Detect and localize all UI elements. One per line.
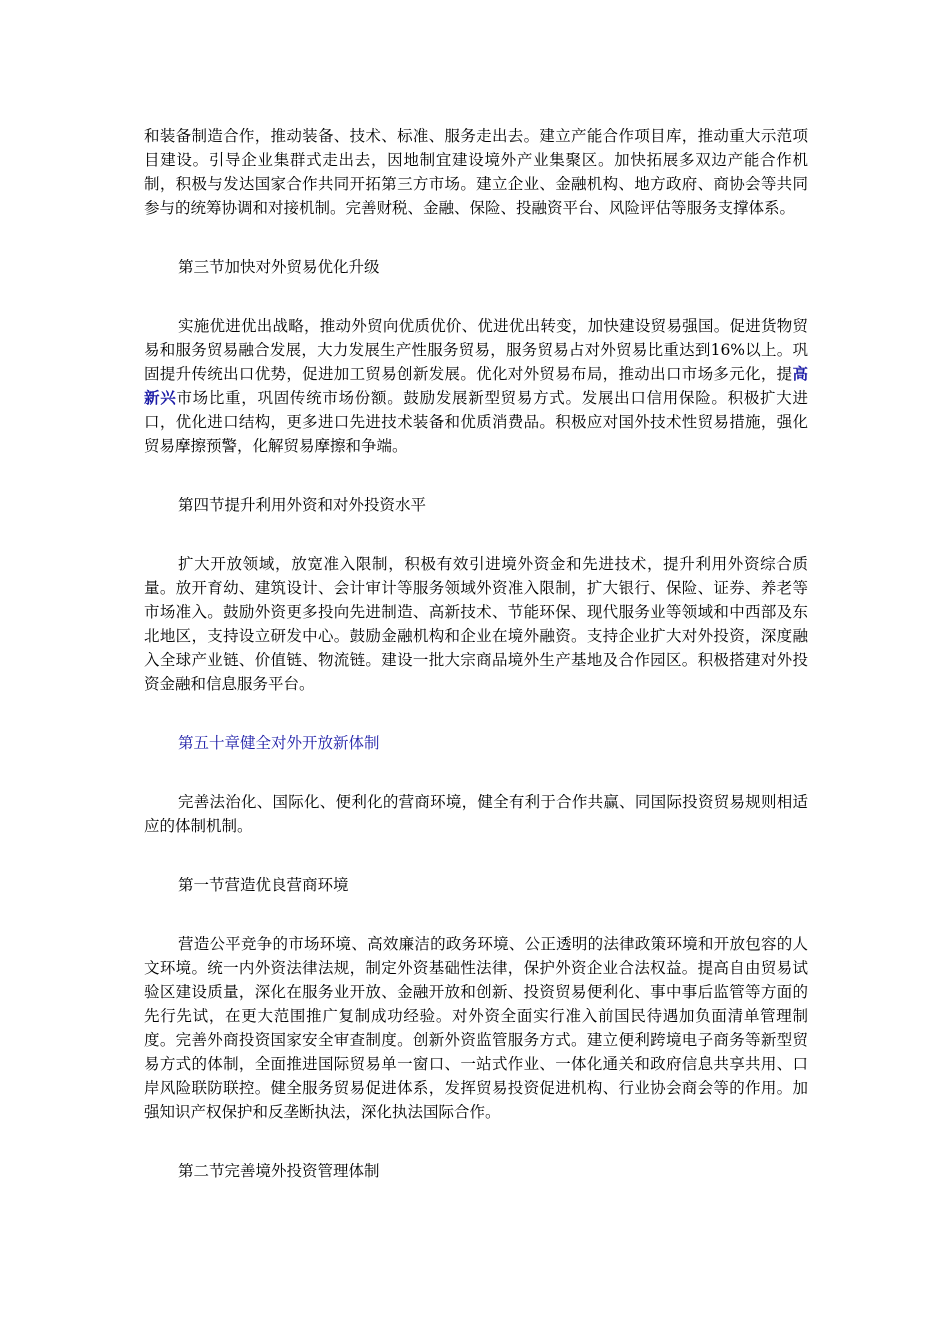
paragraph-equipment-cooperation: 和装备制造合作，推动装备、技术、标准、服务走出去。建立产能合作项目库，推动重大示范项目建设。引导企业集群式走出去，因地制宜建设境外产业集聚区。加快拓展多双边产能合作机制，积极与发达国家合作共同开拓第三方市场。建立企业、金融机构、地方政府、商协会等共同参与的统筹协调和对接机制。完善财税、金融、保险、投融资平台、风险评估等服务支撑体系。: [144, 127, 808, 217]
chapter-heading-50: 第五十章健全对外开放新体制: [178, 734, 380, 752]
paragraph-text-before-link: 实施优进优出战略，推动外贸向优质优价、优进优出转变，加快建设贸易强国。促进货物贸易和服务贸易融合发展，大力发展生产性服务贸易，服务贸易占对外贸易比重达到16%以上。巩固提升传统出口优势，促进加工贸易创新发展。优化对外贸易布局，推动出口市场多元化，提: [144, 317, 808, 383]
paragraph-business-environment: 营造公平竞争的市场环境、高效廉洁的政务环境、公正透明的法律政策环境和开放包容的人文环境。统一内外资法律法规，制定外资基础性法律，保护外资企业合法权益。提高自由贸易试验区建设质量，深化在服务业开放、金融开放和创新、投资贸易便利化、事中事后监管等方面的先行先试，在更大范围推广复制成功经验。对外资全面实行准入前国民待遇加负面清单管理制度。完善外商投资国家安全审查制度。创新外资监管服务方式。建立便利跨境电子商务等新型贸易方式的体制，全面推进国际贸易单一窗口、一站式作业、一体化通关和政府信息共享共用、口岸风险联防联控。健全服务贸易促进体系，发挥贸易投资促进机构、行业协会商会等的作用。加强知识产权保护和反垄断执法，深化执法国际合作。: [144, 935, 808, 1121]
paragraph-foreign-trade: [144, 314, 808, 458]
keyword-link-gaoxinxing[interactable]: 高新兴: [144, 364, 808, 407]
section-heading-2: 第二节完善境外投资管理体制: [178, 1162, 380, 1180]
paragraph-chapter-intro: 完善法治化、国际化、便利化的营商环境，健全有利于合作共赢、同国际投资贸易规则相适应的体制机制。: [144, 793, 808, 835]
section-heading-3: 第三节加快对外贸易优化升级: [178, 258, 380, 276]
paragraph-foreign-investment: 扩大开放领域，放宽准入限制，积极有效引进境外资金和先进技术，提升利用外资综合质量。放开育幼、建筑设计、会计审计等服务领域外资准入限制，扩大银行、保险、证券、养老等市场准入。鼓励外资更多投向先进制造、高新技术、节能环保、现代服务业等领域和中西部及东北地区，支持设立研发中心。鼓励金融机构和企业在境外融资。支持企业扩大对外投资，深度融入全球产业链、价值链、物流链。建设一批大宗商品境外生产基地及合作园区。积极搭建对外投资金融和信息服务平台。: [144, 555, 808, 693]
paragraph-text-after-link: 市场比重，巩固传统市场份额。鼓励发展新型贸易方式。发展出口信用保险。积极扩大进口，优化进口结构，更多进口先进技术装备和优质消费品。积极应对国外技术性贸易措施，强化贸易摩擦预警，化解贸易摩擦和争端。: [144, 389, 808, 455]
section-heading-4: 第四节提升利用外资和对外投资水平: [178, 496, 427, 514]
section-heading-1: 第一节营造优良营商环境: [178, 876, 349, 894]
document-body: [144, 124, 808, 1218]
